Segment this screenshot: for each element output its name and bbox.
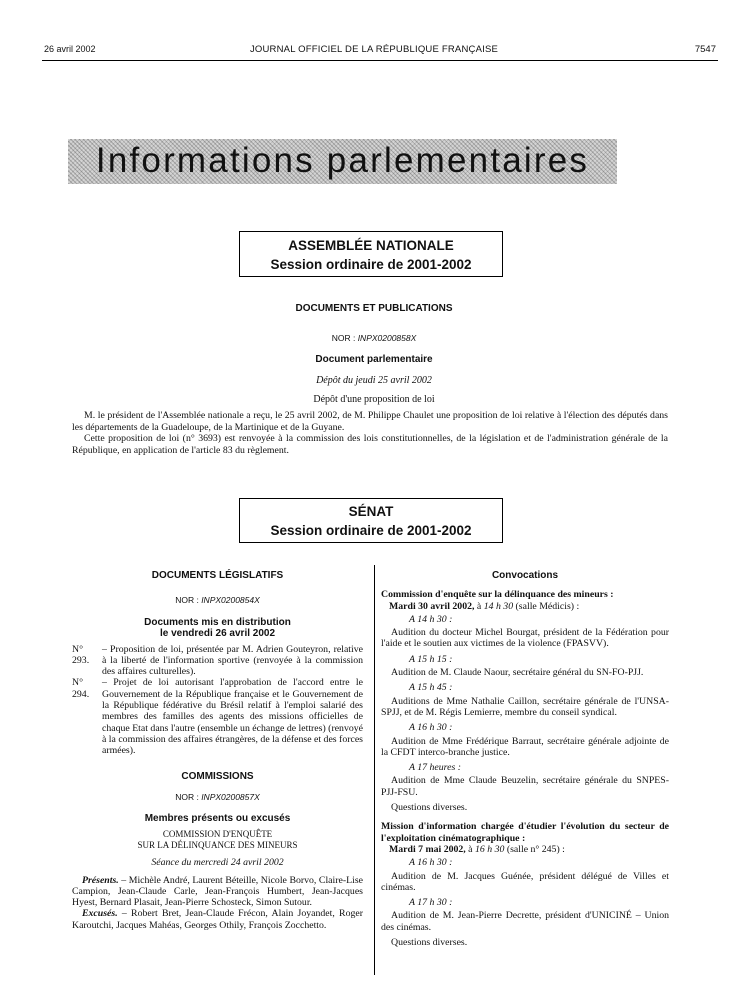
excuses-label: Excusés.	[82, 908, 118, 920]
slot-time	[381, 654, 669, 665]
commission-name: SUR LA DÉLINQUANCE DES MINEURS	[137, 839, 298, 850]
header-date: 26 avril 2002	[44, 44, 96, 54]
document-parlementaire-heading: Document parlementaire	[315, 354, 433, 365]
assemblee-body	[72, 410, 668, 456]
column-divider	[374, 565, 375, 975]
slot-text: Audition de M. Jean-Pierre Decrette, président d'UNICINÉ – Union des cinémas.	[381, 910, 669, 933]
right-column	[381, 570, 669, 948]
nor-reference	[0, 333, 748, 343]
commission-name: COMMISSION D'ENQUÊTE	[162, 828, 273, 839]
senat-box	[239, 498, 503, 543]
slot-text: Audition de M. Jacques Guénée, président délégué de Villes et cinémas.	[381, 870, 669, 893]
assemblee-paragraph: M. le président de l'Assemblée nationale a reçu, le 25 avril 2002, de M. Philippe Chaulet une proposition de loi relative à l'élection des députés dans les départements de la Guadeloupe, de la Martinique et de la Guyane.	[72, 410, 668, 433]
meeting-at: à	[465, 843, 475, 855]
schedule-list	[381, 614, 669, 813]
assemblee-nationale-box	[239, 231, 503, 277]
senat-title: SÉNAT	[348, 504, 394, 519]
slot-time-text: A 14 h 30 :	[409, 613, 453, 625]
slot-text: Auditions de Mme Nathalie Caillon, secrétaire générale de l'UNSA-SPJJ, et de M. Régis Lemierre, membre du conseil syndical.	[381, 695, 669, 718]
header-rule	[42, 60, 718, 61]
nor-code: INPX0200857X	[201, 791, 260, 802]
banner	[68, 139, 617, 184]
excuses-paragraph	[72, 908, 363, 931]
page-number: 7547	[694, 44, 716, 55]
questions-diverses: Questions diverses.	[391, 802, 468, 814]
slot-time-text: A 17 h 30 :	[409, 897, 453, 909]
slot-text: Audition du docteur Michel Bourgat, président de la Fédération pour l'aide et le soutien aux victimes de la violence (FPASVV).	[381, 627, 669, 650]
slot-time-text: A 15 h 15 :	[409, 653, 453, 665]
journal-title: JOURNAL OFFICIEL DE LA RÉPUBLIQUE FRANÇAISE	[249, 44, 499, 55]
commissions-heading: COMMISSIONS	[181, 770, 254, 782]
presents-list: – Michèle André, Laurent Béteille, Nicole Borvo, Claire-Lise Campion, Jean-Claude Carle, Jean-François Humbert, Jean-Jacques Hyest, Bernard Plasait, Jean-Pierre Schosteck, Simon Sutour.	[72, 874, 363, 909]
mission-title: Mission d'information chargée d'étudier l'évolution du secteur de l'exploitation cinématographique :	[381, 821, 669, 844]
nor-label: NOR :	[175, 791, 199, 802]
distribution-heading: Documents mis en distribution	[144, 616, 291, 628]
list-item	[72, 644, 363, 678]
slot-time-text: A 15 h 45 :	[409, 682, 453, 694]
nor-label: NOR :	[331, 333, 356, 343]
meeting-at: à	[474, 600, 484, 612]
assemblee-title: ASSEMBLÉE NATIONALE	[288, 238, 454, 253]
distribution-date: le vendredi 26 avril 2002	[159, 628, 276, 640]
senat-session: Session ordinaire de 2001-2002	[270, 523, 472, 538]
nor-label: NOR :	[175, 595, 199, 606]
slot-text: Audition de Mme Claude Beuzelin, secrétaire générale du SNPES-PJJ-FSU.	[381, 775, 669, 798]
presents-paragraph	[72, 875, 363, 909]
seance-date: Séance du mercredi 24 avril 2002	[151, 857, 284, 869]
meeting-day: Mardi 30 avril 2002,	[389, 600, 475, 612]
meeting-time: 16 h 30	[474, 843, 505, 855]
slot-text: Audition de M. Claude Naour, secrétaire général du SN-FO-PJJ.	[391, 667, 644, 679]
meeting-day: Mardi 7 mai 2002,	[389, 843, 466, 855]
excuses-list: – Robert Bret, Jean-Claude Frécon, Alain Joyandet, Roger Karoutchi, Jacques Mahéas, Georges Othily, François Zocchetto.	[72, 908, 363, 931]
slot-time	[381, 722, 669, 733]
nor-code: INPX0200858X	[357, 333, 417, 343]
meeting-date	[381, 844, 669, 855]
slot-time-text: A 16 h 30 :	[409, 857, 453, 869]
depot-date: Dépôt du jeudi 25 avril 2002	[316, 375, 432, 386]
slot-time	[381, 857, 669, 868]
slot-text: Audition de Mme Frédérique Barraut, secrétaire générale adjointe de la CFDT interco-branche justice.	[381, 735, 669, 758]
meeting-date	[381, 601, 669, 612]
documents-publications-heading: DOCUMENTS ET PUBLICATIONS	[295, 303, 453, 314]
slot-time	[381, 897, 669, 908]
item-text: – Projet de loi autorisant l'approbation de l'accord entre le Gouvernement de la République française et le Gouvernement de la République fédérative du Brésil relatif à l'emploi salarié des membres des familles des agents des missions officielles de chaque Etat dans l'autre (ensemble un échange de lettres) (renvoyé à la commission des affaires étrangères, de la défense et des forces armées).	[102, 677, 363, 757]
slot-time-text: A 17 heures :	[409, 762, 461, 774]
meeting-room: (salle Médicis) :	[513, 600, 580, 612]
item-number: N° 293.	[72, 643, 90, 666]
item-number: N° 294.	[72, 677, 90, 700]
commission-title: Commission d'enquête sur la délinquance des mineurs :	[381, 589, 614, 601]
slot-time	[381, 614, 669, 625]
nor-reference	[72, 792, 363, 803]
slot-time	[381, 762, 669, 773]
meeting-room: (salle n° 245) :	[504, 843, 565, 855]
depot-type: Dépôt d'une proposition de loi	[313, 394, 435, 405]
nor-code: INPX0200854X	[201, 595, 260, 606]
nor-reference	[72, 595, 363, 606]
banner-title: Informations parlementaires	[95, 141, 590, 180]
presents-label: Présents.	[82, 874, 119, 886]
questions-diverses: Questions diverses.	[391, 937, 468, 949]
assemblee-paragraph: Cette proposition de loi (n° 3693) est renvoyée à la commission des lois constitutionnelles, de la législation et de l'administration générale de la République, en application de l'article 83 du règlement.	[72, 433, 668, 456]
left-column	[72, 570, 363, 931]
meeting-time: 14 h 30	[483, 600, 514, 612]
list-item	[72, 677, 363, 756]
assemblee-session: Session ordinaire de 2001-2002	[270, 257, 472, 272]
convocations-heading: Convocations	[491, 570, 559, 581]
documents-legislatifs-heading: DOCUMENTS LÉGISLATIFS	[151, 570, 284, 581]
slot-time	[381, 682, 669, 693]
item-text: – Proposition de loi, présentée par M. Adrien Gouteyron, relative à la liberté de l'information sportive (renvoyée à la commission des affaires culturelles).	[102, 643, 363, 678]
slot-time-text: A 16 h 30 :	[409, 722, 453, 734]
membres-heading: Membres présents ou excusés	[144, 813, 291, 825]
